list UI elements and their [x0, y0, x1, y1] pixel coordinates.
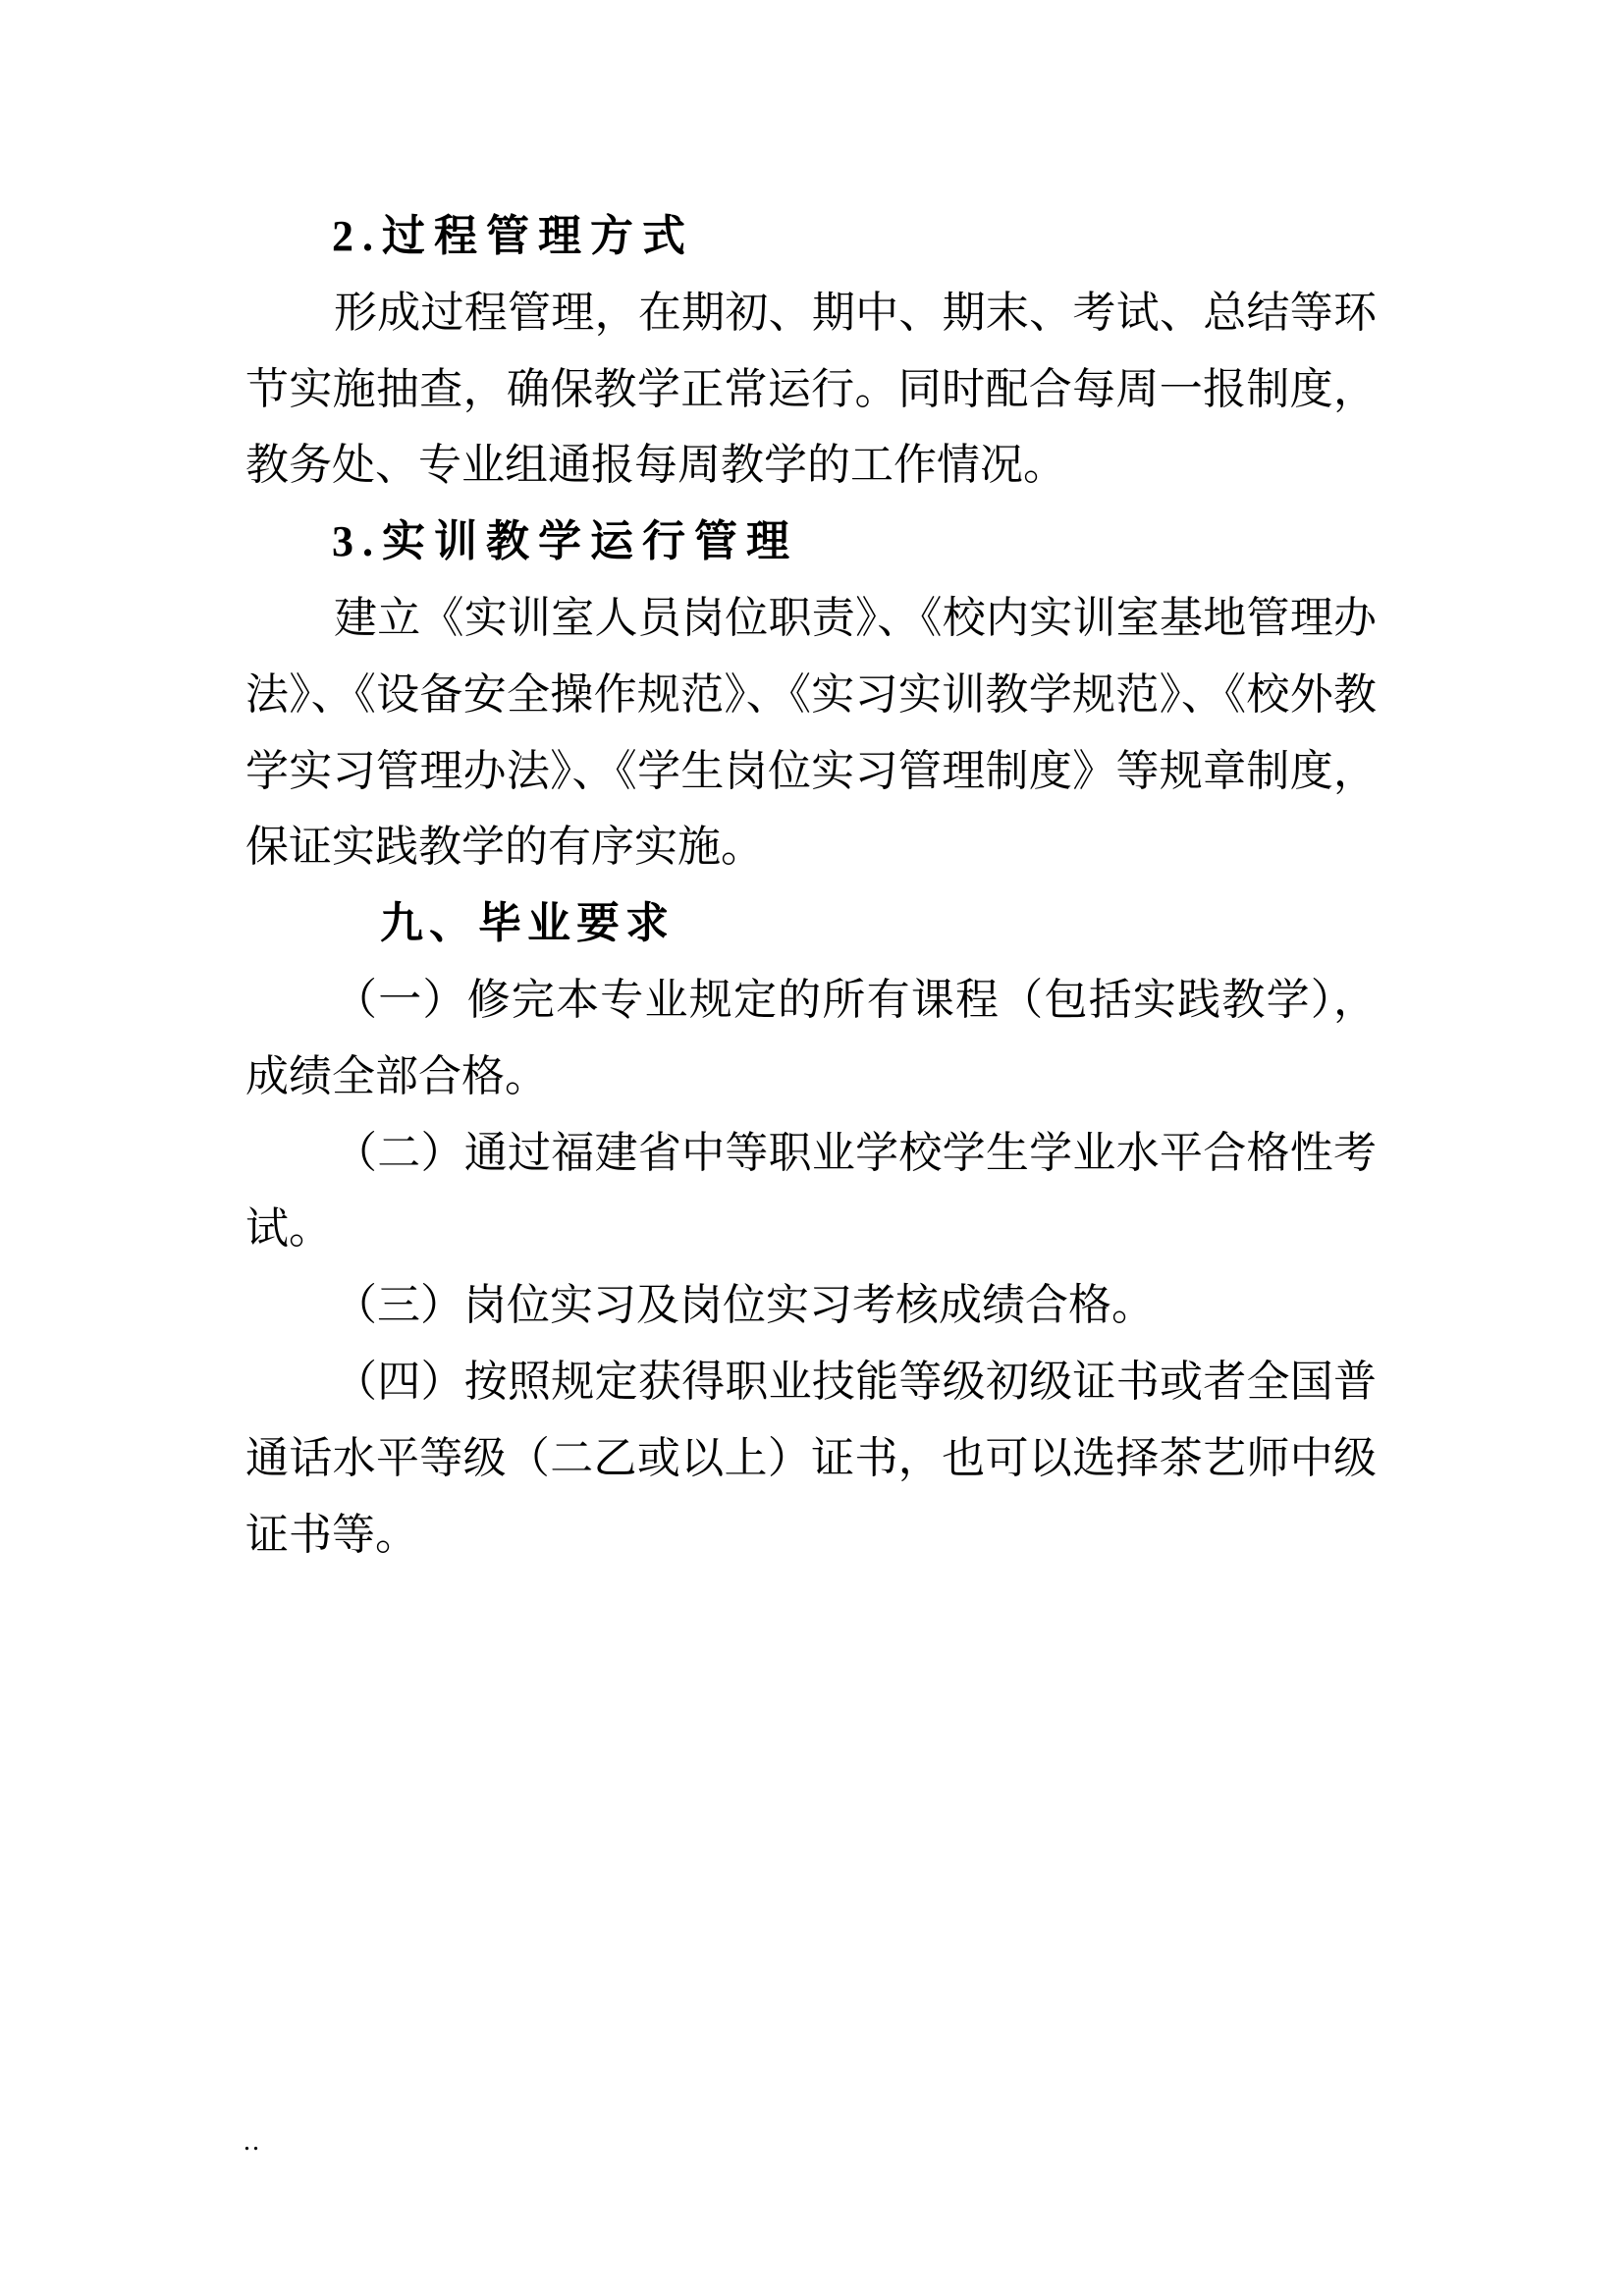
document-text-block	[245, 198, 1377, 1573]
heading-graduation-requirements: 九、毕业要求	[380, 899, 675, 948]
heading-process-management-method: 2.过程管理方式	[332, 212, 694, 260]
paragraph-requirement-4: （四）按照规定获得职业技能等级初级证书或者全国普通话水平等级（二乙或以上）证书，也可以选择茶艺师中级证书等。	[245, 1357, 1377, 1559]
paragraph-requirement-3: （三）岗位实习及岗位实习考核成绩合格。	[334, 1281, 1155, 1330]
paragraph-requirement-2: （二）通过福建省中等职业学校学生学业水平合格性考试。	[245, 1128, 1377, 1254]
paragraph-requirement-1: （一）修完本专业规定的所有课程（包括实践教学），成绩全部合格。	[245, 975, 1377, 1100]
footer-dots-mark: ..	[244, 2126, 261, 2157]
paragraph-practical-training-rules: 建立《实训室人员岗位职责》、《校内实训室基地管理办法》、《设备安全操作规范》、《实习实训教学规范》、《校外教学实习管理办法》、《学生岗位实习管理制度》等规章制度，保证实践教学的有序实施。	[245, 593, 1377, 872]
paragraph-process-management: 形成过程管理，在期初、期中、期末、考试、总结等环节实施抽查，确保教学正常运行。同时配合每周一报制度，教务处、专业组通报每周教学的工作情况。	[245, 288, 1377, 490]
heading-practical-training-management: 3.实训教学运行管理	[332, 517, 798, 566]
